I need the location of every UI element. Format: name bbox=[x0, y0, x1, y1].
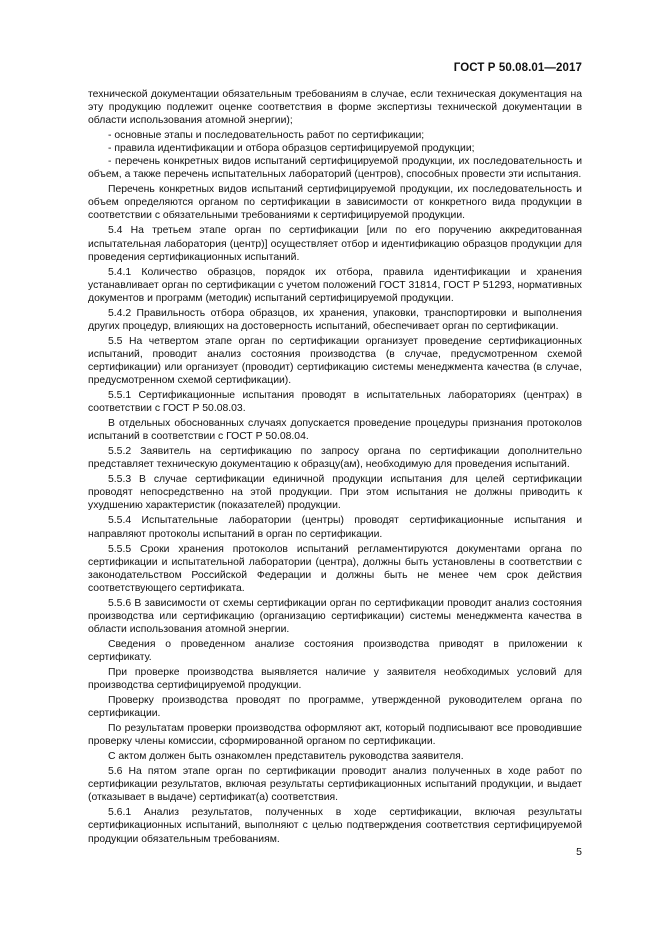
paragraph: 5.5.3 В случае сертификации единичной продукции испытания для целей сертификации проводят непосредственно на этой продукции. При этом испытания не должны приводить к ухудшению характеристик (показателей) продукции. bbox=[88, 474, 582, 512]
paragraph: Сведения о проведенном анализе состояния производства приводят в приложении к сертификату. bbox=[88, 638, 582, 663]
document-header-standard-code: ГОСТ Р 50.08.01—2017 bbox=[453, 62, 582, 74]
paragraph: 5.5.2 Заявитель на сертификацию по запросу органа по сертификации дополнительно представляет техническую документацию к образцу(ам), необходимую для проведения испытаний. bbox=[88, 446, 582, 471]
paragraph: 5.5.1 Сертификационные испытания проводят в испытательных лабораториях (центрах) в соответствии с ГОСТ Р 50.08.03. bbox=[88, 390, 582, 415]
paragraph: 5.4 На третьем этапе орган по сертификации [или по его поручению аккредитованная испытательная лаборатория (центр)] осуществляет отбор и идентификацию образцов продукции для проведения сертификационных испытаний. bbox=[88, 225, 582, 263]
paragraph: 5.5 На четвертом этапе орган по сертификации организует проведение сертификационных испытаний, проводит анализ состояния производства (в случае, предусмотренном схемой сертификации) или организует (проводит) сертификацию системы менеджмента качества (в случае, предусмотренном схемой сертификации). bbox=[88, 335, 582, 386]
paragraph: По результатам проверки производства оформляют акт, который подписывают все проводившие проверку члены комиссии, сформированной органом по сертификации. bbox=[88, 723, 582, 748]
paragraph: Проверку производства проводят по программе, утвержденной руководителем органа по сертификации. bbox=[88, 695, 582, 720]
page-number: 5 bbox=[576, 846, 582, 858]
list-item: - перечень конкретных видов испытаний сертифицируемой продукции, их последовательность и объем, а также перечень испытательных лабораторий (центров), способных провести эти испытания. bbox=[88, 156, 582, 181]
paragraph: 5.6 На пятом этапе орган по сертификации проводит анализ полученных в ходе работ по сертификации результатов, включая результаты сертификационных испытаний продукции, и выдает (отказывает в выдаче) сертификат(а) соответствия. bbox=[88, 766, 582, 804]
paragraph: При проверке производства выявляется наличие у заявителя необходимых условий для производства сертифицируемой продукции. bbox=[88, 666, 582, 692]
list-item: - основные этапы и последовательность работ по сертификации; bbox=[108, 130, 425, 142]
document-body bbox=[88, 88, 582, 848]
paragraph: 5.4.1 Количество образцов, порядок их отбора, правила идентификации и хранения устанавливает орган по сертификации с учетом положений ГОСТ 31814, ГОСТ Р 51293, нормативных документов и программ (методик) испытаний сертифицируемой продукции. bbox=[88, 266, 582, 304]
paragraph: технической документации обязательным требованиям в случае, если техническая документация на эту продукцию подлежит оценке соответствия в форме экспертизы технической документации в области использования атомной энергии); bbox=[88, 89, 582, 127]
paragraph: 5.6.1 Анализ результатов, полученных в ходе сертификации, включая результаты сертификационных испытаний, выполняют с целью подтверждения соответствия сертифицируемой продукции обязательным требованиям. bbox=[88, 807, 582, 845]
paragraph: 5.5.5 Сроки хранения протоколов испытаний регламентируются документами органа по сертификации и испытательной лаборатории (центра), должны быть установлены в соответствии с законодательством Российской Федерации и должны быть не менее чем срок действия соответствующего сертификата. bbox=[88, 543, 582, 594]
paragraph: 5.4.2 Правильность отбора образцов, их хранения, упаковки, транспортировки и выполнения других процедур, влияющих на достоверность испытаний, обеспечивает орган по сертификации. bbox=[88, 307, 582, 332]
paragraph: В отдельных обоснованных случаях допускается проведение процедуры признания протоколов испытаний в соответствии с ГОСТ Р 50.08.04. bbox=[88, 418, 582, 443]
paragraph: С актом должен быть ознакомлен представитель руководства заявителя. bbox=[108, 751, 464, 763]
paragraph: 5.5.6 В зависимости от схемы сертификации орган по сертификации проводит анализ состояния производства или сертификацию (организацию сертификации) системы менеджмента качества в области использования атомной энергии. bbox=[88, 597, 582, 635]
paragraph: 5.5.4 Испытательные лаборатории (центры) проводят сертификационные испытания и направляют протоколы испытаний в орган по сертификации. bbox=[88, 515, 582, 540]
paragraph: Перечень конкретных видов испытаний сертифицируемой продукции, их последовательность и объем определяются органом по сертификации в зависимости от конкретного вида продукции в соответствии с обязательными требованиями к сертифицируемой продукции. bbox=[88, 184, 582, 222]
list-item: - правила идентификации и отбора образцов сертифицируемой продукции; bbox=[108, 143, 475, 155]
